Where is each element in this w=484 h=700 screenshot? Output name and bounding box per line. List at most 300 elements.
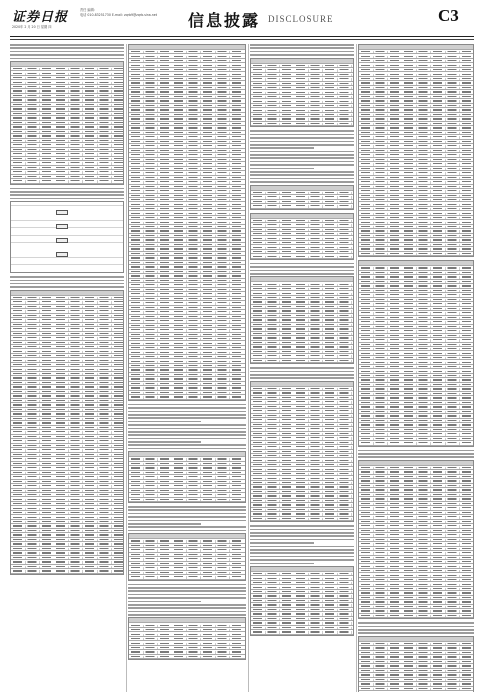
table-row [359,276,473,279]
table-cell-values [11,449,123,450]
table-cell-values [359,127,473,128]
table-row [129,78,245,81]
table-row [11,333,123,336]
table-row [129,347,245,350]
table-cell-values [129,69,245,70]
table-row [359,204,473,207]
text-line [128,411,246,413]
table-row [251,451,353,454]
section-title-english: DISCLOSURE [268,14,334,24]
table-row [359,661,473,664]
table-row [359,348,473,351]
table-row [11,445,123,448]
table-row [251,351,353,354]
table-row [129,65,245,68]
table-cell-values [359,339,473,340]
table-cell-values [359,294,473,295]
table-row [359,87,473,90]
text-line [250,525,354,527]
table-row [11,525,123,528]
table-row [359,74,473,77]
table-cell-values [251,518,353,519]
table-row [11,391,123,394]
table-row [359,105,473,108]
text-line [128,607,246,609]
table-cell-values [359,366,473,367]
table-cell-values [359,606,473,607]
table-cell-values [129,499,245,500]
table-cell-values [11,463,123,464]
table-cell-values [251,486,353,487]
table-row [11,99,123,102]
table-cell-values [251,397,353,398]
table-row [359,579,473,582]
text-line [250,178,354,180]
table-header-row [129,618,245,623]
table-row [359,145,473,148]
table-row [251,604,353,607]
table-row [11,440,123,443]
table-row [359,317,473,320]
table-row [251,297,353,300]
table-cell-values [129,114,245,115]
table-row [129,625,245,628]
table-row [251,288,353,291]
text-line [128,587,246,589]
table-cell-values [251,355,353,356]
table-cell-values [11,445,123,446]
table-cell-values [11,391,123,392]
table-row [129,275,245,278]
table-row [251,469,353,472]
table-cell-values [251,424,353,425]
table-row [251,360,353,363]
table-cell-values [11,481,123,482]
table-row [11,404,123,407]
table-row [251,455,353,458]
table-row [11,413,123,416]
table-cell-values [359,285,473,286]
table-row [251,242,353,245]
table-row [359,114,473,117]
diagram-node [56,210,68,215]
table-cell-values [359,123,473,124]
text-line [128,604,246,606]
table-cell-values [11,566,123,567]
table-row [129,132,245,135]
table-cell-values [129,213,245,214]
table-cell-values [359,267,473,268]
table-row [251,105,353,108]
table-cell-values [359,393,473,394]
text-line [10,51,124,53]
table-row [11,490,123,493]
table-row [11,395,123,398]
table-cell-values [129,634,245,635]
table-cell-values [359,601,473,602]
text-line [250,542,314,544]
text-line [10,283,124,285]
text-line [128,431,246,433]
text-line [128,597,246,599]
table-cell-values [251,509,353,510]
table-row [129,392,245,395]
table-cell-values [359,442,473,443]
table-row [359,136,473,139]
table-cell-values [11,467,123,468]
table-cell-values [129,172,245,173]
table-row [129,239,245,242]
text-line [128,601,201,603]
table-row [11,561,123,564]
table-row [359,281,473,284]
table-cell-values [251,306,353,307]
table-cell-values [11,369,123,370]
table-header-row [251,214,353,219]
data-table [10,61,124,185]
table-cell-values [11,113,123,114]
table-row [129,298,245,301]
table-cell-values [129,105,245,106]
header-rule-thin [10,39,474,40]
table-row [359,411,473,414]
table-cell-values [251,491,353,492]
table-cell-values [129,87,245,88]
table-row [251,92,353,95]
table-cell-values [129,494,245,495]
table-row [129,638,245,641]
table-row [359,159,473,162]
table-cell-values [129,65,245,66]
table-cell-values [129,109,245,110]
table-cell-values [359,516,473,517]
table-row [251,415,353,418]
table-row [359,406,473,409]
table-row [129,284,245,287]
text-line [250,137,354,139]
text-line [250,134,354,136]
table-cell-values [11,86,123,87]
table-cell-values [359,357,473,358]
table-cell-values [251,333,353,334]
text-line [250,559,354,561]
table-cell-values [251,78,353,79]
table-cell-values [359,177,473,178]
table-row [359,415,473,418]
table-cell-values [129,195,245,196]
data-table [128,44,246,401]
table-cell-values [251,293,353,294]
table-row [129,248,245,251]
table-cell-values [359,688,473,689]
table-cell-values [251,224,353,225]
text-line [250,54,354,56]
table-row [11,297,123,300]
table-row [129,154,245,157]
text-line [10,286,124,288]
text-line [128,526,246,528]
table-row [129,352,245,355]
table-cell-values [129,378,245,379]
table-cell-values [129,244,245,245]
table-row [251,83,353,86]
table-row [251,428,353,431]
table-row [11,113,123,116]
table-cell-values [11,454,123,455]
table-row [359,570,473,573]
table-row [129,109,245,112]
table-header-row [11,62,123,67]
table-row [129,629,245,632]
table-row [11,171,123,174]
table-cell-values [359,429,473,430]
table-cell-values [129,567,245,568]
table-row [251,293,353,296]
table-cell-values [359,60,473,61]
table-row [11,315,123,318]
table-row [129,230,245,233]
table-row [359,321,473,324]
table-cell-values [251,229,353,230]
text-line [10,280,124,282]
table-cell-values [359,557,473,558]
table-cell-values [129,576,245,577]
text-line [358,626,474,628]
table-cell-values [251,242,353,243]
table-cell-values [251,627,353,628]
text-line [250,556,354,558]
header-rule [10,36,474,37]
table-row [359,552,473,555]
table-cell-values [359,674,473,675]
table-row [129,643,245,646]
table-row [359,213,473,216]
table-row [251,284,353,287]
table-row [251,613,353,616]
table-cell-values [251,419,353,420]
table-row [129,463,245,466]
table-cell-values [359,190,473,191]
table-cell-values [359,335,473,336]
table-row [251,310,353,313]
table-cell-values [129,82,245,83]
table-row [11,521,123,524]
table-cell-values [11,301,123,302]
text-line [250,270,354,272]
table-cell-values [251,401,353,402]
table-cell-values [251,284,353,285]
table-cell-values [359,168,473,169]
table-row [359,181,473,184]
table-cell-values [251,110,353,111]
table-row [11,328,123,331]
table-row [129,540,245,543]
table-row [251,464,353,467]
table-cell-values [359,388,473,389]
table-row [11,373,123,376]
table-row [251,256,353,259]
text-line [128,584,246,586]
table-cell-values [129,307,245,308]
table-cell-values [11,499,123,500]
table-cell-values [251,478,353,479]
table-cell-values [11,530,123,531]
table-cell-values [11,386,123,387]
table-cell-values [359,199,473,200]
table-row [251,96,353,99]
table-row [359,294,473,297]
table-cell-values [359,476,473,477]
table-row [129,253,245,256]
table-row [359,335,473,338]
table-cell-values [129,248,245,249]
table-row [359,647,473,650]
table-cell-values [359,433,473,434]
table-cell-values [359,411,473,412]
table-row [11,512,123,515]
table-cell-values [251,328,353,329]
table-row [129,105,245,108]
table-cell-values [129,96,245,97]
table-row [251,251,353,254]
table-cell-values [11,324,123,325]
text-line [358,453,474,455]
table-cell-values [251,310,353,311]
table-row [129,186,245,189]
table-cell-values [251,406,353,407]
table-row [359,195,473,198]
table-row [359,299,473,302]
table-row [251,509,353,512]
table-row [359,109,473,112]
table-row [251,609,353,612]
data-table [358,636,474,692]
table-row [129,383,245,386]
table-row [359,388,473,391]
table-row [359,326,473,329]
table-row [129,141,245,144]
table-cell-values [129,343,245,344]
table-cell-values [359,317,473,318]
table-header-row [129,534,245,539]
table-cell-values [359,471,473,472]
table-cell-values [359,670,473,671]
table-cell-values [251,65,353,66]
table-cell-values [11,117,123,118]
table-row [129,338,245,341]
table-row [11,543,123,546]
table-cell-values [129,549,245,550]
text-line [250,157,354,159]
table-row [251,495,353,498]
table-cell-values [251,415,353,416]
table-row [129,127,245,130]
table-row [11,467,123,470]
table-row [359,96,473,99]
table-row [11,530,123,533]
table-cell-values [11,355,123,356]
table-row [359,339,473,342]
table-cell-values [11,153,123,154]
table-cell-values [129,127,245,128]
editor-info [80,8,157,18]
table-cell-values [359,276,473,277]
text-line [250,552,354,554]
table-cell-values [129,347,245,348]
table-row [11,503,123,506]
table-cell-values [11,377,123,378]
table-row [129,647,245,650]
table-row [251,486,353,489]
table-cell-values [11,476,123,477]
table-cell-values [359,534,473,535]
table-cell-values [251,451,353,452]
table-cell-values [359,661,473,662]
table-cell-values [11,95,123,96]
table-row [359,132,473,135]
table-row [251,587,353,590]
table-cell-values [359,244,473,245]
table-cell-values [359,281,473,282]
table-cell-values [251,428,353,429]
table-cell-values [11,539,123,540]
table-cell-values [359,579,473,580]
table-row [11,180,123,183]
table-row [359,597,473,600]
table-cell-values [11,315,123,316]
table-row [11,355,123,358]
table-cell-values [359,575,473,576]
text-line [250,273,354,275]
text-line [250,168,314,170]
table-row [359,512,473,515]
table-row [359,588,473,591]
table-cell-values [11,126,123,127]
table-cell-values [359,503,473,504]
table-row [251,388,353,391]
table-row [251,446,353,449]
table-row [251,631,353,634]
table-row [251,315,353,318]
table-cell-values [359,480,473,481]
table-row [129,100,245,103]
table-row [251,500,353,503]
table-cell-values [251,87,353,88]
table-row [11,382,123,385]
table-cell-values [251,101,353,102]
table-cell-values [359,181,473,182]
table-cell-values [11,431,123,432]
table-row [11,122,123,125]
table-cell-values [359,150,473,151]
table-row [251,233,353,236]
table-row [251,627,353,630]
table-row [129,222,245,225]
table-cell-values [129,387,245,388]
text-line [250,532,354,534]
table-cell-values [359,467,473,468]
table-row [359,601,473,604]
table-cell-values [251,288,353,289]
text-line [10,194,124,196]
table-cell-values [251,301,353,302]
table-row [11,539,123,542]
table-row [251,337,353,340]
text-line [250,377,354,379]
table-row [11,82,123,85]
table-cell-values [359,56,473,57]
table-cell-values [11,351,123,352]
